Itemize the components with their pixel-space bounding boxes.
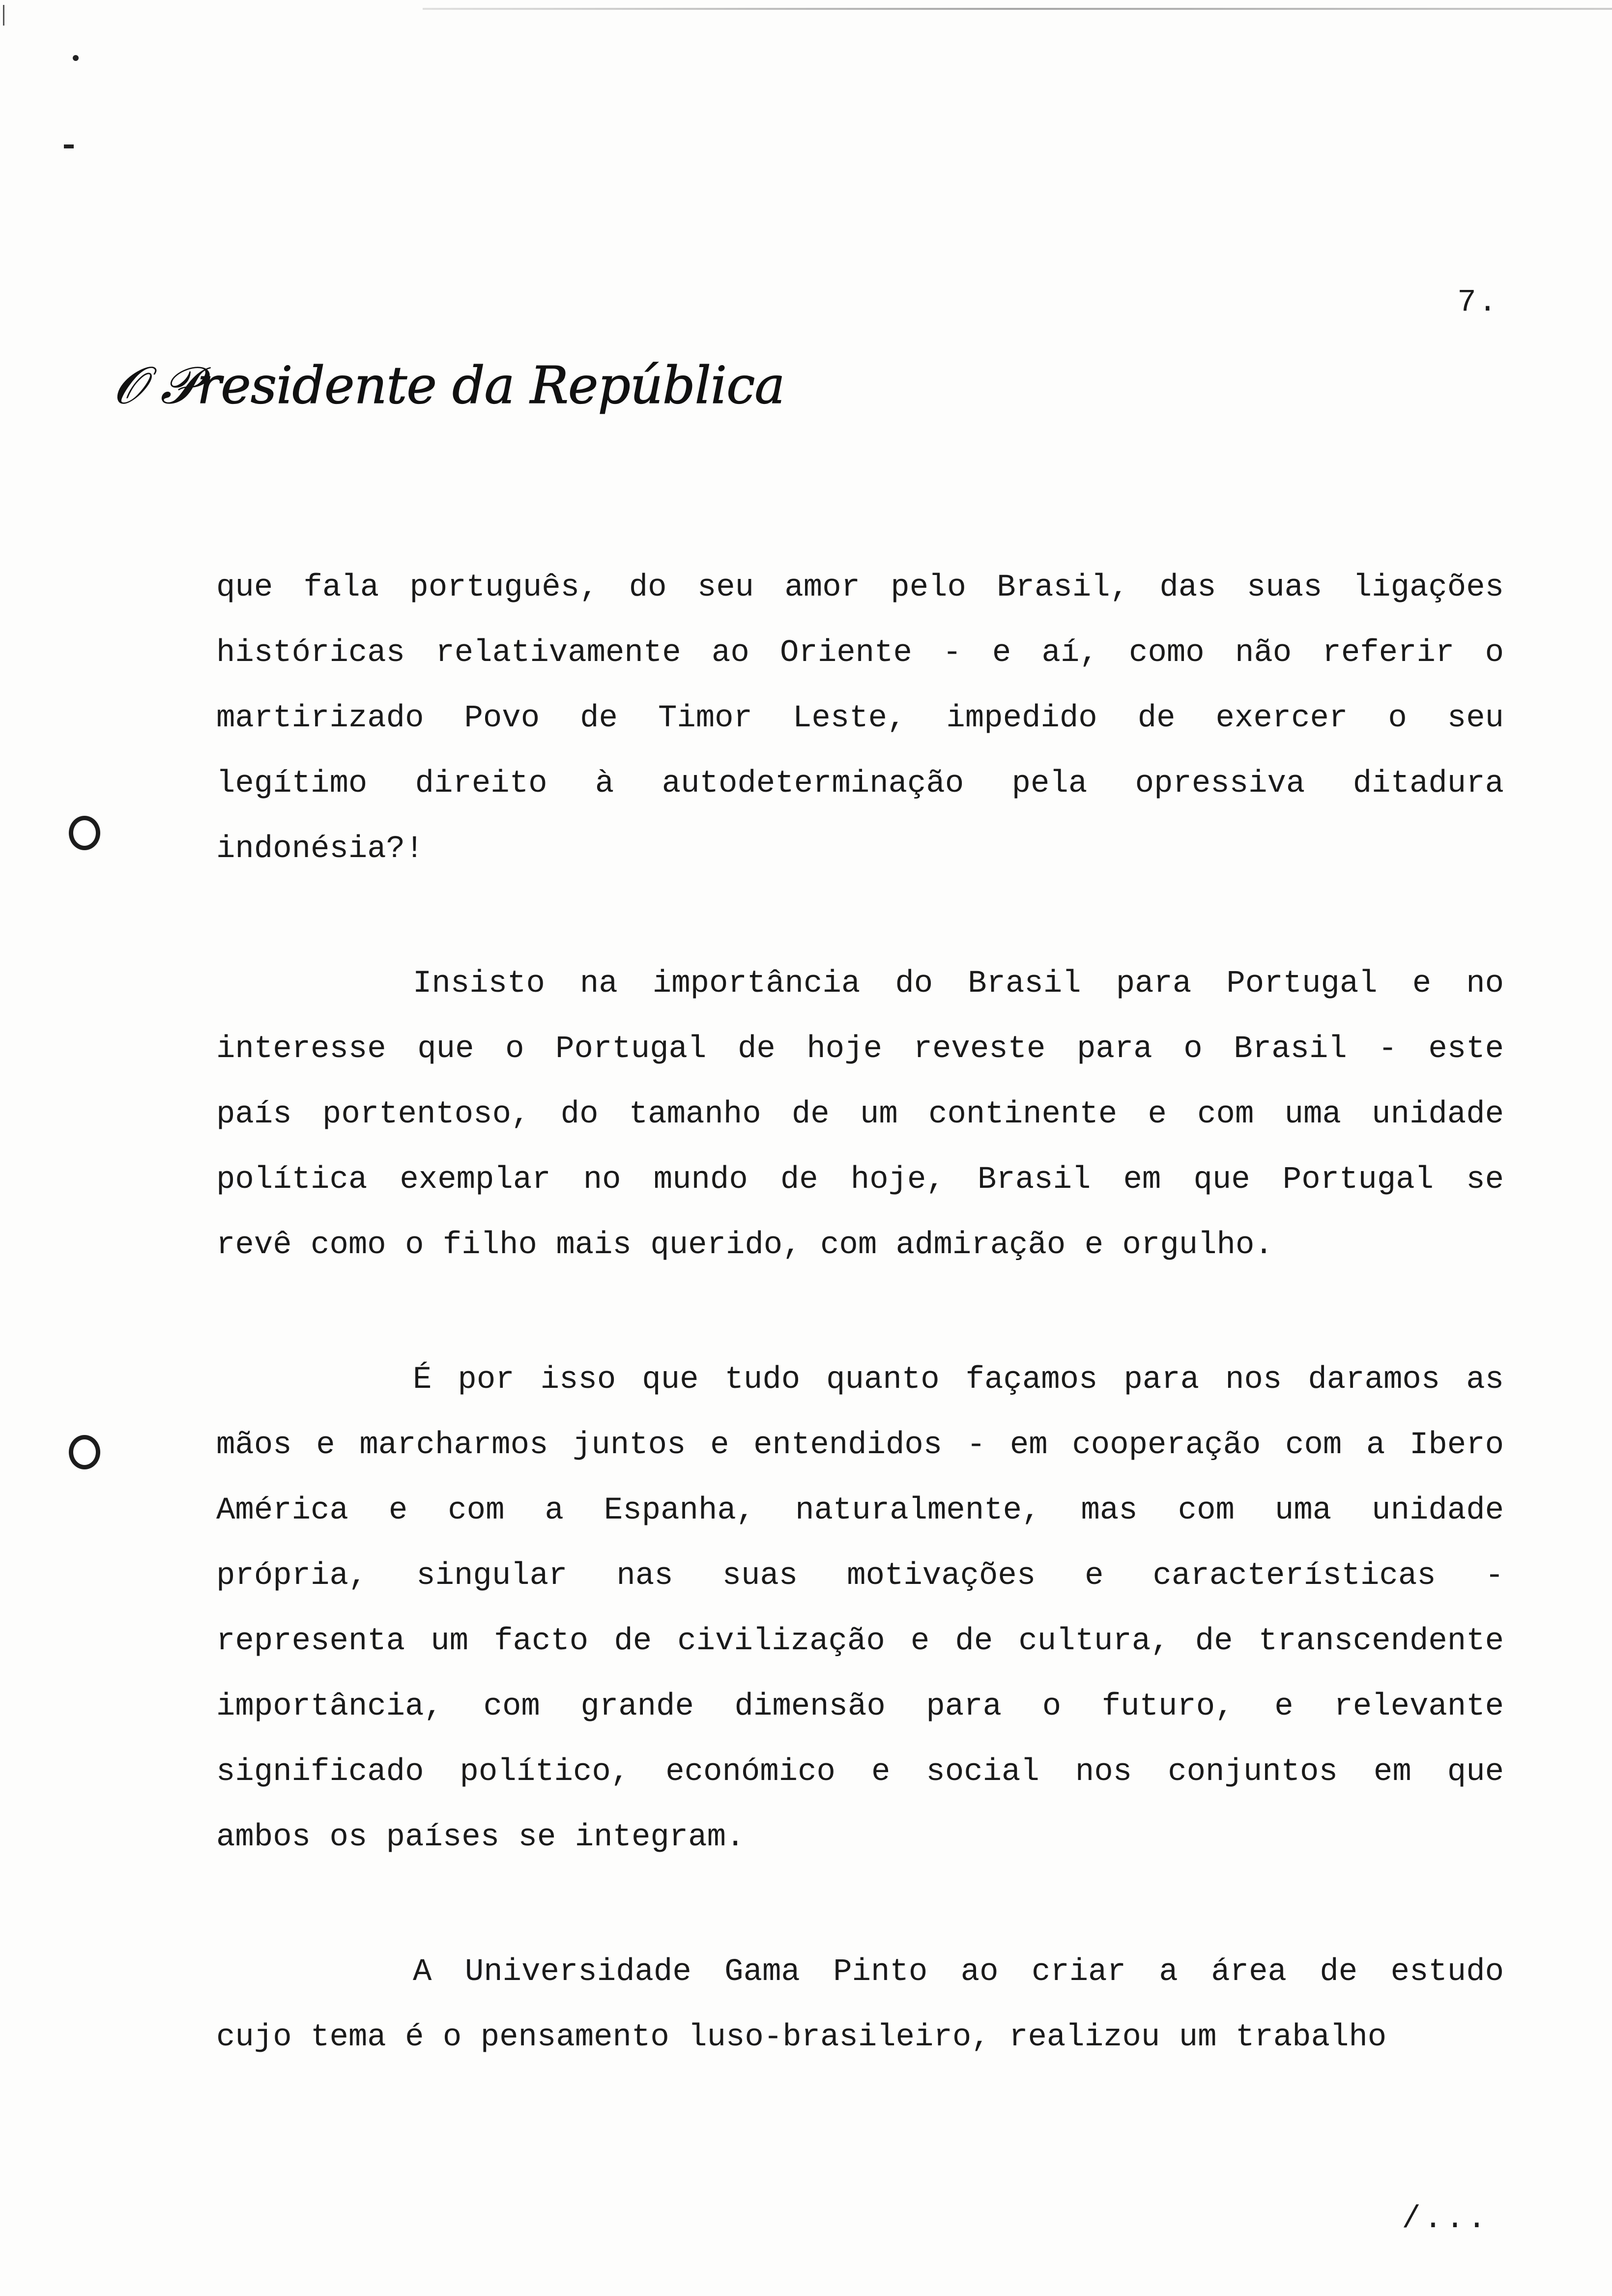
- text-line: país portentoso, do tamanho de um continente e com uma unidade: [216, 1097, 1504, 1132]
- letter-body: [216, 555, 1504, 2140]
- page-number: 7.: [1457, 285, 1499, 320]
- text-line: Insisto na importância do Brasil para Portugal e no: [413, 966, 1504, 1002]
- text-line: cujo tema é o pensamento luso-brasileiro, realizou um trabalho: [216, 2020, 1387, 2055]
- text-line: É por isso que tudo quanto façamos para nos daramos as: [413, 1362, 1504, 1398]
- binder-hole-icon: [69, 816, 100, 850]
- scan-speck: [64, 144, 74, 148]
- svg-text:𝒪 𝒫residente da 𝑅epública: 𝒪 𝒫residente da 𝑅epública: [113, 355, 785, 415]
- text-line: legítimo direito à autodeterminação pela opressiva ditadura: [216, 766, 1504, 802]
- text-line: América e com a Espanha, naturalmente, mas com uma unidade: [216, 1493, 1504, 1528]
- text-line: interesse que o Portugal de hoje reveste para o Brasil - este: [216, 1032, 1504, 1067]
- paragraph: [216, 555, 1504, 882]
- letterhead-signature-logo: [108, 344, 785, 432]
- continuation-mark: /...: [1402, 2202, 1489, 2237]
- text-line: históricas relativamente ao Oriente - e aí, como não referir o: [216, 635, 1504, 671]
- text-line: mãos e marcharmos juntos e entendidos - em cooperação com a Ibero: [216, 1428, 1504, 1463]
- text-line: ambos os países se integram.: [216, 1820, 745, 1855]
- scan-speck: [73, 55, 79, 61]
- text-line: revê como o filho mais querido, com admiração e orgulho.: [216, 1228, 1273, 1263]
- text-line: importância, com grande dimensão para o futuro, e relevante: [216, 1689, 1504, 1724]
- text-line: representa um facto de civilização e de cultura, de transcendente: [216, 1624, 1504, 1659]
- text-line: significado político, económico e social nos conjuntos em que: [216, 1754, 1504, 1790]
- binder-hole-icon: [69, 1435, 100, 1469]
- letterhead-script-icon: [108, 344, 785, 432]
- text-line: indonésia?!: [216, 832, 424, 867]
- paragraph: [216, 951, 1504, 1278]
- paragraph: [216, 1348, 1504, 1870]
- text-line: martirizado Povo de Timor Leste, impedido de exercer o seu: [216, 701, 1504, 736]
- scan-artifact-top: [423, 8, 1612, 10]
- text-line: própria, singular nas suas motivações e características -: [216, 1558, 1504, 1594]
- paragraph: [216, 1940, 1504, 2070]
- text-line: A Universidade Gama Pinto ao criar a área de estudo: [413, 1954, 1504, 1990]
- text-line: política exemplar no mundo de hoje, Brasil em que Portugal se: [216, 1162, 1504, 1198]
- text-line: que fala português, do seu amor pelo Brasil, das suas ligações: [216, 570, 1504, 605]
- scan-edge-mark: [3, 5, 4, 26]
